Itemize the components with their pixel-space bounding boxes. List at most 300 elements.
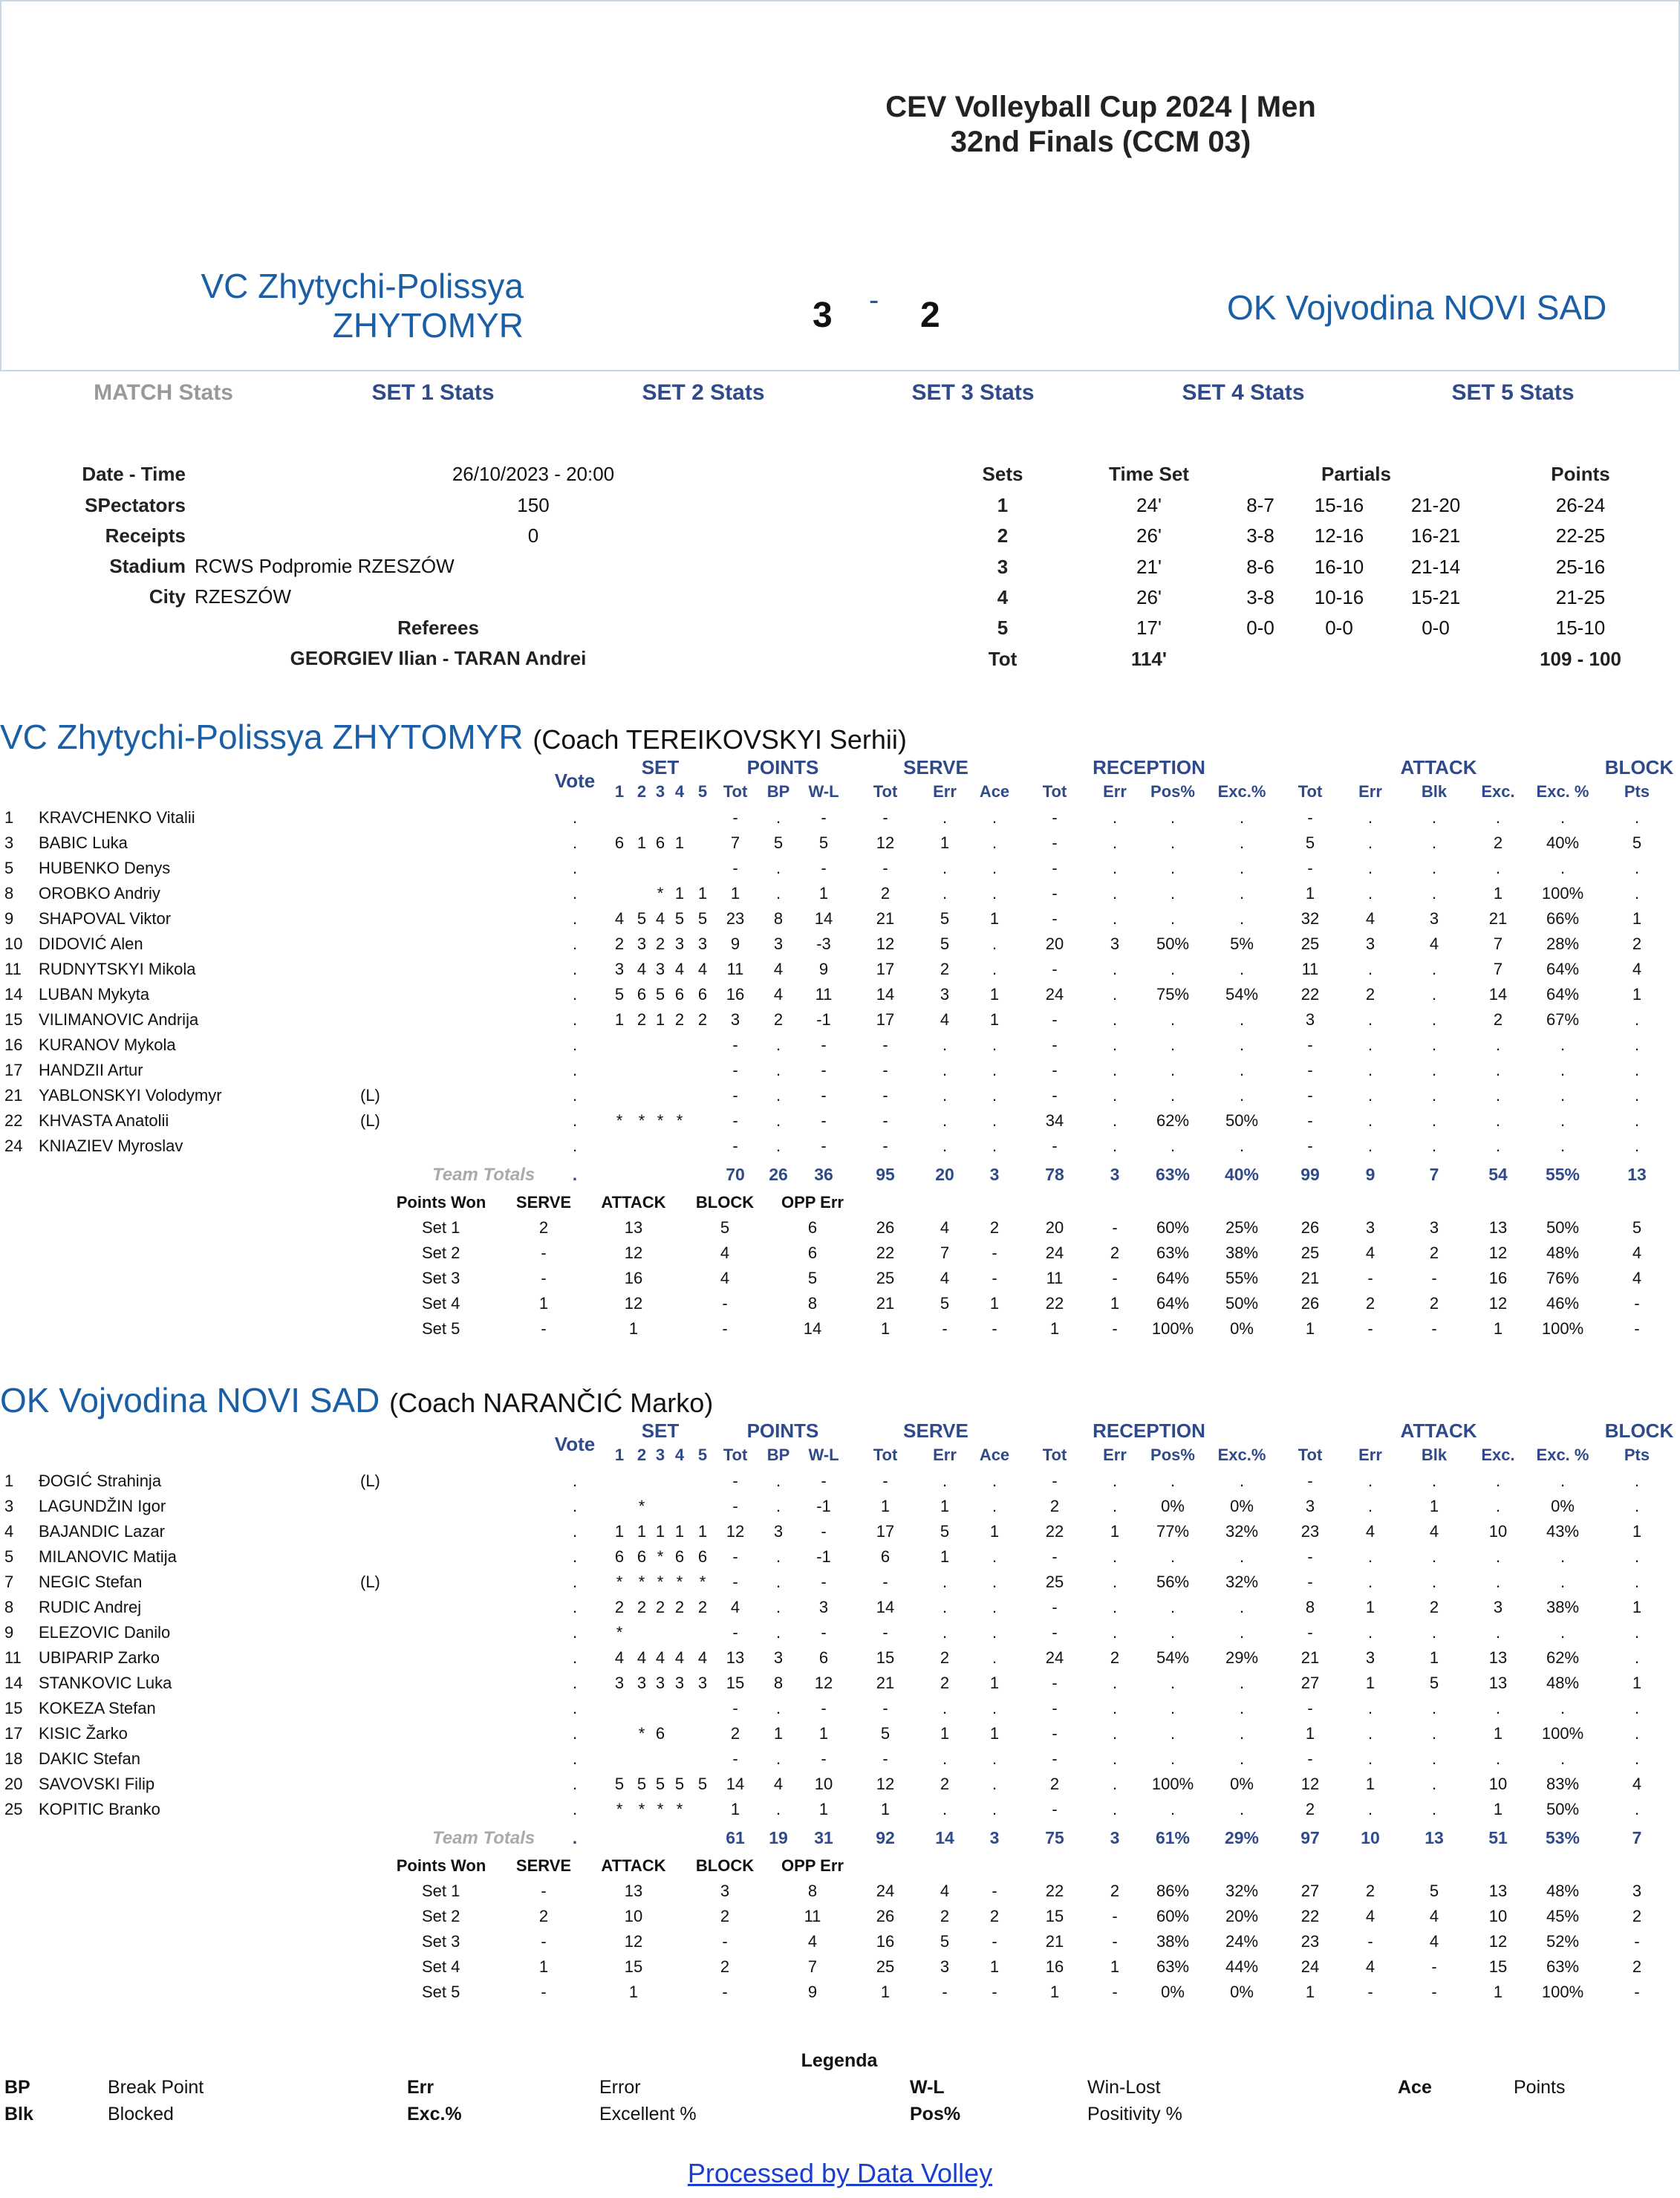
player-stat-cell: .: [1367, 1800, 1373, 1818]
player-stat-cell: .: [572, 1547, 578, 1566]
player-stat-cell: 1: [697, 1522, 708, 1541]
player-stat-cell: 1: [1305, 884, 1315, 903]
player-stat-cell: -: [1052, 1137, 1058, 1155]
player-stat-cell: 3: [674, 1674, 685, 1692]
player-stat-cell: -: [821, 1111, 827, 1130]
set-breakdown-cell: 12: [1488, 1294, 1508, 1313]
team-section-title: [0, 1380, 713, 1420]
player-stat-cell: .: [1367, 859, 1373, 877]
set-breakdown-cell: -: [1367, 1269, 1373, 1287]
set-breakdown-cell: 38%: [1156, 1932, 1190, 1951]
player-stat-cell: .: [572, 1598, 578, 1616]
player-stat-cell: 3: [1305, 1010, 1315, 1029]
points-won-header: SERVE: [515, 1193, 572, 1212]
sets-header: Sets: [982, 463, 1023, 485]
player-stat-cell: 2: [1429, 1598, 1439, 1616]
player-stat-cell: 1: [989, 1010, 1000, 1029]
set-breakdown-cell: 52%: [1546, 1932, 1580, 1951]
column-subheader: Pts: [1624, 782, 1650, 801]
set-summary-cell: 15-10: [1555, 617, 1606, 640]
player-stat-cell: 12: [876, 1775, 895, 1793]
player-stat-cell: 2: [655, 934, 665, 953]
player-stat-cell: -: [1307, 1061, 1313, 1079]
player-stat-cell: .: [775, 808, 781, 827]
set-breakdown-cell: 1: [989, 1294, 1000, 1313]
player-number: 17: [4, 1724, 23, 1743]
column-subheader: 1: [614, 782, 625, 801]
player-stat-cell: .: [1495, 1573, 1501, 1591]
player-stat-cell: .: [1495, 859, 1501, 877]
column-subheader: Exc.: [1481, 782, 1515, 801]
set-breakdown-cell: -: [541, 1243, 547, 1262]
player-stat-cell: 2: [940, 1775, 950, 1793]
tab-set-2-stats[interactable]: SET 2 Stats: [642, 380, 765, 405]
player-stat-cell: 4: [636, 960, 647, 978]
player-stat-cell: .: [1367, 1472, 1373, 1490]
player-stat-cell: .: [942, 1598, 948, 1616]
player-stat-cell: .: [992, 1111, 997, 1130]
points-won-header: BLOCK: [695, 1193, 755, 1212]
set-breakdown-cell: 100%: [1541, 1983, 1584, 2001]
team-total-cell: 20: [935, 1165, 954, 1184]
player-stat-cell: 24: [1045, 1648, 1064, 1667]
points-won-header: BLOCK: [695, 1856, 755, 1875]
set-breakdown-cell: 1: [880, 1983, 891, 2001]
set-breakdown-cell: 4: [1365, 1957, 1375, 1976]
player-stat-cell: 2: [1110, 1648, 1120, 1667]
team-total-cell: 78: [1045, 1165, 1064, 1184]
player-stat-cell: 6: [614, 1547, 625, 1566]
column-subheader: 2: [636, 782, 647, 801]
set-breakdown-cell: -: [722, 1294, 728, 1313]
player-stat-cell: .: [942, 1061, 948, 1079]
player-stat-cell: .: [1634, 859, 1640, 877]
player-stat-cell: .: [775, 1086, 781, 1105]
player-stat-cell: 12: [876, 833, 895, 852]
set-breakdown-cell: 13: [624, 1882, 643, 1900]
set-breakdown-cell: 16: [624, 1269, 643, 1287]
player-stat-cell: -: [1052, 833, 1058, 852]
player-stat-cell: -: [1052, 1699, 1058, 1717]
player-stat-cell: -: [882, 1086, 888, 1105]
player-stat-cell: .: [1431, 1775, 1437, 1793]
player-stat-cell: 13: [726, 1648, 745, 1667]
player-stat-cell: 21: [876, 1674, 895, 1692]
player-stat-cell: .: [1634, 1547, 1640, 1566]
player-stat-cell: 1: [989, 1522, 1000, 1541]
column-subheader: Blk: [1421, 782, 1448, 801]
set-breakdown-cell: -: [1431, 1983, 1437, 2001]
player-name: KURANOV Mykola: [39, 1035, 176, 1054]
player-stat-cell: -3: [816, 934, 831, 953]
set-summary-cell: 12-16: [1314, 524, 1364, 547]
player-stat-cell: -: [821, 1472, 827, 1490]
set-breakdown-cell: 2: [1632, 1957, 1642, 1976]
team-total-cell: 40%: [1224, 1165, 1260, 1184]
player-stat-cell: .: [572, 1749, 578, 1768]
player-stat-cell: 2: [1365, 985, 1375, 1004]
player-number: 5: [4, 859, 14, 877]
column-subheader: 5: [697, 1446, 708, 1464]
player-stat-cell: .: [1431, 1035, 1437, 1054]
set-breakdown-cell: 22: [1300, 1907, 1320, 1925]
points-won-header: ATTACK: [601, 1193, 666, 1212]
set-breakdown-cell: 64%: [1156, 1269, 1190, 1287]
player-number: 24: [4, 1137, 23, 1155]
set-breakdown-cell: 8: [807, 1294, 818, 1313]
player-stat-cell: .: [572, 833, 578, 852]
player-number: 8: [4, 884, 14, 903]
tab-set-4-stats[interactable]: SET 4 Stats: [1182, 380, 1305, 405]
player-stat-cell: *: [638, 1497, 645, 1515]
set-breakdown-cell: 6: [807, 1218, 818, 1237]
player-stat-cell: -: [1307, 1547, 1313, 1566]
player-stat-cell: .: [1170, 1061, 1176, 1079]
legend-term: Err: [407, 2077, 434, 2098]
set-breakdown-cell: 6: [807, 1243, 818, 1262]
player-stat-cell: .: [1367, 1699, 1373, 1717]
player-stat-cell: .: [1239, 909, 1245, 928]
set-breakdown-cell: 1: [880, 1319, 891, 1338]
column-group-header: Vote: [554, 770, 596, 792]
player-stat-cell: 2: [636, 1010, 647, 1029]
player-stat-cell: 1: [614, 1010, 625, 1029]
set-summary-cell: 25-16: [1555, 555, 1606, 578]
player-stat-cell: 2: [940, 960, 950, 978]
set-breakdown-cell: 0%: [1161, 1983, 1185, 2001]
player-stat-cell: .: [1634, 1086, 1640, 1105]
column-subheader: 3: [655, 782, 665, 801]
set-breakdown-cell: 63%: [1156, 1957, 1190, 1976]
set-breakdown-cell: 21: [1300, 1269, 1320, 1287]
team-total-cell: 7: [1632, 1828, 1642, 1847]
column-subheader: BP: [766, 1446, 790, 1464]
player-stat-cell: 3: [655, 1674, 665, 1692]
player-stat-cell: 5: [636, 909, 647, 928]
legend-definition: Win-Lost: [1087, 2077, 1161, 2098]
set-breakdown-cell: 64%: [1156, 1294, 1190, 1313]
player-name: ELEZOVIC Danilo: [39, 1623, 171, 1642]
set-breakdown-cell: 4: [1365, 1243, 1375, 1262]
set-breakdown-cell: 2: [720, 1957, 730, 1976]
set-breakdown-cell: 10: [1488, 1907, 1508, 1925]
player-stat-cell: .: [1367, 1086, 1373, 1105]
player-stat-cell: 5: [674, 1775, 685, 1793]
player-stat-cell: .: [1634, 1497, 1640, 1515]
player-stat-cell: .: [572, 1472, 578, 1490]
player-stat-cell: .: [1239, 1674, 1245, 1692]
player-stat-cell: .: [1170, 1598, 1176, 1616]
player-stat-cell: 14: [876, 1598, 895, 1616]
player-stat-cell: .: [1431, 1724, 1437, 1743]
player-stat-cell: .: [775, 1547, 781, 1566]
player-stat-cell: 1: [1365, 1598, 1375, 1616]
player-stat-cell: 1: [1429, 1648, 1439, 1667]
tab-set-5-stats[interactable]: SET 5 Stats: [1451, 380, 1575, 405]
player-stat-cell: .: [572, 909, 578, 928]
player-stat-cell: -: [732, 1547, 738, 1566]
player-stat-cell: 1: [989, 1724, 1000, 1743]
player-stat-cell: 1: [989, 985, 1000, 1004]
set-breakdown-cell: 1: [1493, 1319, 1503, 1338]
player-stat-cell: .: [1112, 1623, 1118, 1642]
team-total-cell: 3: [989, 1828, 1000, 1847]
player-stat-cell: 3: [697, 1674, 708, 1692]
column-subheader: Pts: [1624, 1446, 1650, 1464]
column-subheader: Tot: [1298, 782, 1323, 801]
set-breakdown-cell: -: [1634, 1319, 1640, 1338]
player-stat-cell: .: [1112, 1598, 1118, 1616]
player-stat-cell: .: [1170, 1547, 1176, 1566]
player-stat-cell: .: [1634, 1573, 1640, 1591]
player-stat-cell: 2: [697, 1010, 708, 1029]
player-stat-cell: .: [1170, 1724, 1176, 1743]
set-breakdown-cell: -: [1431, 1319, 1437, 1338]
set-summary-cell: 3: [997, 555, 1009, 578]
set-breakdown-cell: 25%: [1225, 1218, 1259, 1237]
set-breakdown-cell: 15: [1488, 1957, 1508, 1976]
player-stat-cell: .: [992, 934, 997, 953]
player-number: 3: [4, 833, 14, 852]
player-number: 22: [4, 1111, 23, 1130]
player-stat-cell: .: [775, 884, 781, 903]
set-summary-cell: 8-6: [1246, 555, 1274, 578]
player-name: HUBENKO Denys: [39, 859, 171, 877]
set-summary-cell: Tot: [988, 647, 1018, 670]
player-stat-cell: .: [1239, 960, 1245, 978]
player-stat-cell: .: [1112, 960, 1118, 978]
player-stat-cell: .: [992, 1547, 997, 1566]
player-stat-cell: 3: [674, 934, 685, 953]
player-number: 21: [4, 1086, 23, 1105]
player-name: SHAPOVAL Viktor: [39, 909, 172, 928]
tab-set-1-stats[interactable]: SET 1 Stats: [371, 380, 495, 405]
player-stat-cell: .: [1367, 1573, 1373, 1591]
set-summary-cell: 10-16: [1314, 585, 1364, 608]
set-breakdown-cell: 1: [1305, 1319, 1315, 1338]
player-stat-cell: .: [1239, 1035, 1245, 1054]
player-stat-cell: .: [572, 1699, 578, 1717]
player-stat-cell: 13: [1488, 1648, 1508, 1667]
player-stat-cell: .: [1367, 1061, 1373, 1079]
set-breakdown-cell: 38%: [1225, 1243, 1259, 1262]
legend-term: Exc.%: [407, 2104, 462, 2124]
set-summary-cell: 2: [997, 524, 1009, 547]
player-stat-cell: 4: [1429, 1522, 1439, 1541]
player-stat-cell: .: [1367, 1111, 1373, 1130]
set-breakdown-cell: 9: [807, 1983, 818, 2001]
set-summary-cell: 109 - 100: [1540, 647, 1621, 670]
legend-term: Blk: [4, 2104, 33, 2124]
player-name: DAKIC Stefan: [39, 1749, 140, 1768]
team-total-cell: 10: [1361, 1828, 1380, 1847]
player-stat-cell: 4: [655, 1648, 665, 1667]
player-stat-cell: 5: [940, 909, 950, 928]
player-stat-cell: 4: [730, 1598, 740, 1616]
player-stat-cell: 2: [1493, 833, 1503, 852]
player-stat-cell: -: [1307, 1111, 1313, 1130]
player-number: 4: [4, 1522, 14, 1541]
player-stat-cell: 0%: [1161, 1497, 1185, 1515]
player-stat-cell: .: [1170, 1623, 1176, 1642]
player-stat-cell: .: [1560, 1111, 1566, 1130]
set-breakdown-cell: 4: [1365, 1907, 1375, 1925]
player-stat-cell: .: [942, 1573, 948, 1591]
player-stat-cell: 5: [697, 1775, 708, 1793]
player-stat-cell: 2: [697, 1598, 708, 1616]
player-stat-cell: .: [992, 1598, 997, 1616]
player-stat-cell: -: [732, 859, 738, 877]
set-breakdown-cell: 1: [1110, 1294, 1120, 1313]
team-total-cell: 53%: [1545, 1828, 1580, 1847]
player-stat-cell: 4: [636, 1648, 647, 1667]
set-breakdown-cell: 76%: [1546, 1269, 1580, 1287]
set-breakdown-cell: 4: [720, 1269, 730, 1287]
player-name: BAJANDIC Lazar: [39, 1522, 165, 1541]
set-breakdown-cell: -: [992, 1983, 997, 2001]
player-stat-cell: *: [657, 1573, 664, 1591]
set-breakdown-cell: 16: [1488, 1269, 1508, 1287]
player-stat-cell: -: [1307, 1472, 1313, 1490]
player-stat-cell: .: [1239, 1724, 1245, 1743]
player-stat-cell: .: [1112, 1800, 1118, 1818]
player-stat-cell: .: [1112, 833, 1118, 852]
player-stat-cell: .: [1112, 1035, 1118, 1054]
player-stat-cell: 5: [1305, 833, 1315, 852]
player-stat-cell: 6: [655, 833, 665, 852]
player-stat-cell: .: [992, 1623, 997, 1642]
points-won-header: SERVE: [515, 1856, 572, 1875]
set-breakdown-cell: 24: [876, 1882, 895, 1900]
player-stat-cell: .: [1431, 1010, 1437, 1029]
tab-match-stats[interactable]: MATCH Stats: [94, 380, 233, 405]
player-stat-cell: .: [1634, 1800, 1640, 1818]
set-breakdown-cell: 1: [1110, 1957, 1120, 1976]
player-stat-cell: .: [1634, 1724, 1640, 1743]
player-stat-cell: -: [882, 1472, 888, 1490]
set-summary-cell: 3-8: [1246, 524, 1274, 547]
player-stat-cell: 7: [730, 833, 740, 852]
player-number: 11: [4, 960, 22, 978]
set-breakdown-cell: -: [942, 1983, 948, 2001]
player-stat-cell: 20: [1045, 934, 1064, 953]
set-breakdown-cell: -: [541, 1983, 547, 2001]
team-total-cell: 92: [876, 1828, 895, 1847]
player-stat-cell: 3: [1305, 1497, 1315, 1515]
processed-by-link[interactable]: Processed by Data Volley: [687, 2158, 993, 2188]
player-stat-cell: .: [1112, 909, 1118, 928]
player-stat-cell: 64%: [1546, 960, 1580, 978]
player-stat-cell: .: [992, 1061, 997, 1079]
player-stat-cell: .: [1170, 1749, 1176, 1768]
set-breakdown-cell: -: [1367, 1983, 1373, 2001]
set-breakdown-cell: 24%: [1225, 1932, 1259, 1951]
player-stat-cell: .: [942, 1699, 948, 1717]
player-stat-cell: 5: [674, 909, 685, 928]
player-stat-cell: .: [1495, 1497, 1501, 1515]
set-breakdown-cell: 4: [720, 1243, 730, 1262]
match-header: [0, 0, 1680, 371]
player-stat-cell: 10: [1488, 1522, 1508, 1541]
player-name: UBIPARIP Zarko: [39, 1648, 160, 1667]
player-stat-cell: -: [1052, 1010, 1058, 1029]
player-stat-cell: .: [942, 859, 948, 877]
player-number: 3: [4, 1497, 14, 1515]
set-breakdown-cell: -: [1634, 1932, 1640, 1951]
column-group-header: SERVE: [903, 1420, 968, 1442]
player-stat-cell: -: [1052, 1547, 1058, 1566]
player-stat-cell: 2: [674, 1598, 685, 1616]
player-stat-cell: 4: [773, 960, 784, 978]
player-stat-cell: -: [1052, 1086, 1058, 1105]
player-stat-cell: 2: [636, 1598, 647, 1616]
set-breakdown-cell: 60%: [1156, 1907, 1190, 1925]
set-breakdown-cell: 4: [940, 1269, 950, 1287]
set-breakdown-cell: 26: [1300, 1294, 1320, 1313]
column-group-header: Vote: [554, 1433, 596, 1455]
set-breakdown-cell: 12: [624, 1932, 643, 1951]
player-stat-cell: 7: [1493, 934, 1503, 953]
column-subheader: Exc. %: [1536, 1446, 1589, 1464]
set-breakdown-cell: 4: [1429, 1932, 1439, 1951]
player-stat-cell: .: [572, 960, 578, 978]
player-stat-cell: *: [616, 1573, 623, 1591]
points-won-header: OPP Err: [781, 1193, 844, 1212]
player-stat-cell: 4: [773, 985, 784, 1004]
player-number: 18: [4, 1749, 23, 1768]
player-stat-cell: 77%: [1156, 1522, 1190, 1541]
set-summary-cell: 26-24: [1555, 494, 1606, 516]
tab-set-3-stats[interactable]: SET 3 Stats: [911, 380, 1035, 405]
player-name: HANDZII Artur: [39, 1061, 143, 1079]
player-stat-cell: 6: [636, 1547, 647, 1566]
player-stat-cell: -: [732, 1573, 738, 1591]
team-totals-label: Team Totals: [432, 1828, 535, 1848]
player-stat-cell: 1: [1632, 1674, 1642, 1692]
player-stat-cell: 24: [1045, 985, 1064, 1004]
player-stat-cell: 0%: [1230, 1497, 1254, 1515]
set-breakdown-cell: 2: [538, 1218, 549, 1237]
player-stat-cell: 3: [1110, 934, 1120, 953]
player-name: KISIC Žarko: [39, 1724, 128, 1743]
player-stat-cell: 1: [940, 1497, 950, 1515]
player-stat-cell: 4: [614, 909, 625, 928]
set-breakdown-cell: 22: [1045, 1294, 1064, 1313]
player-stat-cell: 56%: [1156, 1573, 1190, 1591]
player-stat-cell: 1: [1632, 1522, 1642, 1541]
player-stat-cell: -: [1307, 1749, 1313, 1768]
set-summary-cell: 21': [1136, 555, 1162, 578]
player-stat-cell: .: [1634, 1749, 1640, 1768]
sets-header: Partials: [1321, 463, 1391, 485]
team-total-cell: 14: [935, 1828, 954, 1847]
team-total-cell: 61%: [1155, 1828, 1191, 1847]
player-stat-cell: 5: [697, 909, 708, 928]
team-section-title: [0, 717, 907, 757]
player-stat-cell: -: [1307, 1573, 1313, 1591]
set-breakdown-cell: -: [942, 1319, 948, 1338]
set-breakdown-cell: 3: [1365, 1218, 1375, 1237]
set-breakdown-cell: 26: [876, 1907, 895, 1925]
player-stat-cell: 2: [1049, 1497, 1060, 1515]
team-total-cell: 7: [1429, 1165, 1439, 1184]
player-stat-cell: 1: [940, 1724, 950, 1743]
player-stat-cell: 5: [773, 833, 784, 852]
player-stat-cell: 17: [876, 960, 895, 978]
player-stat-cell: 23: [726, 909, 745, 928]
set-summary-cell: 21-20: [1410, 494, 1461, 516]
set-breakdown-cell: 0%: [1230, 1319, 1254, 1338]
